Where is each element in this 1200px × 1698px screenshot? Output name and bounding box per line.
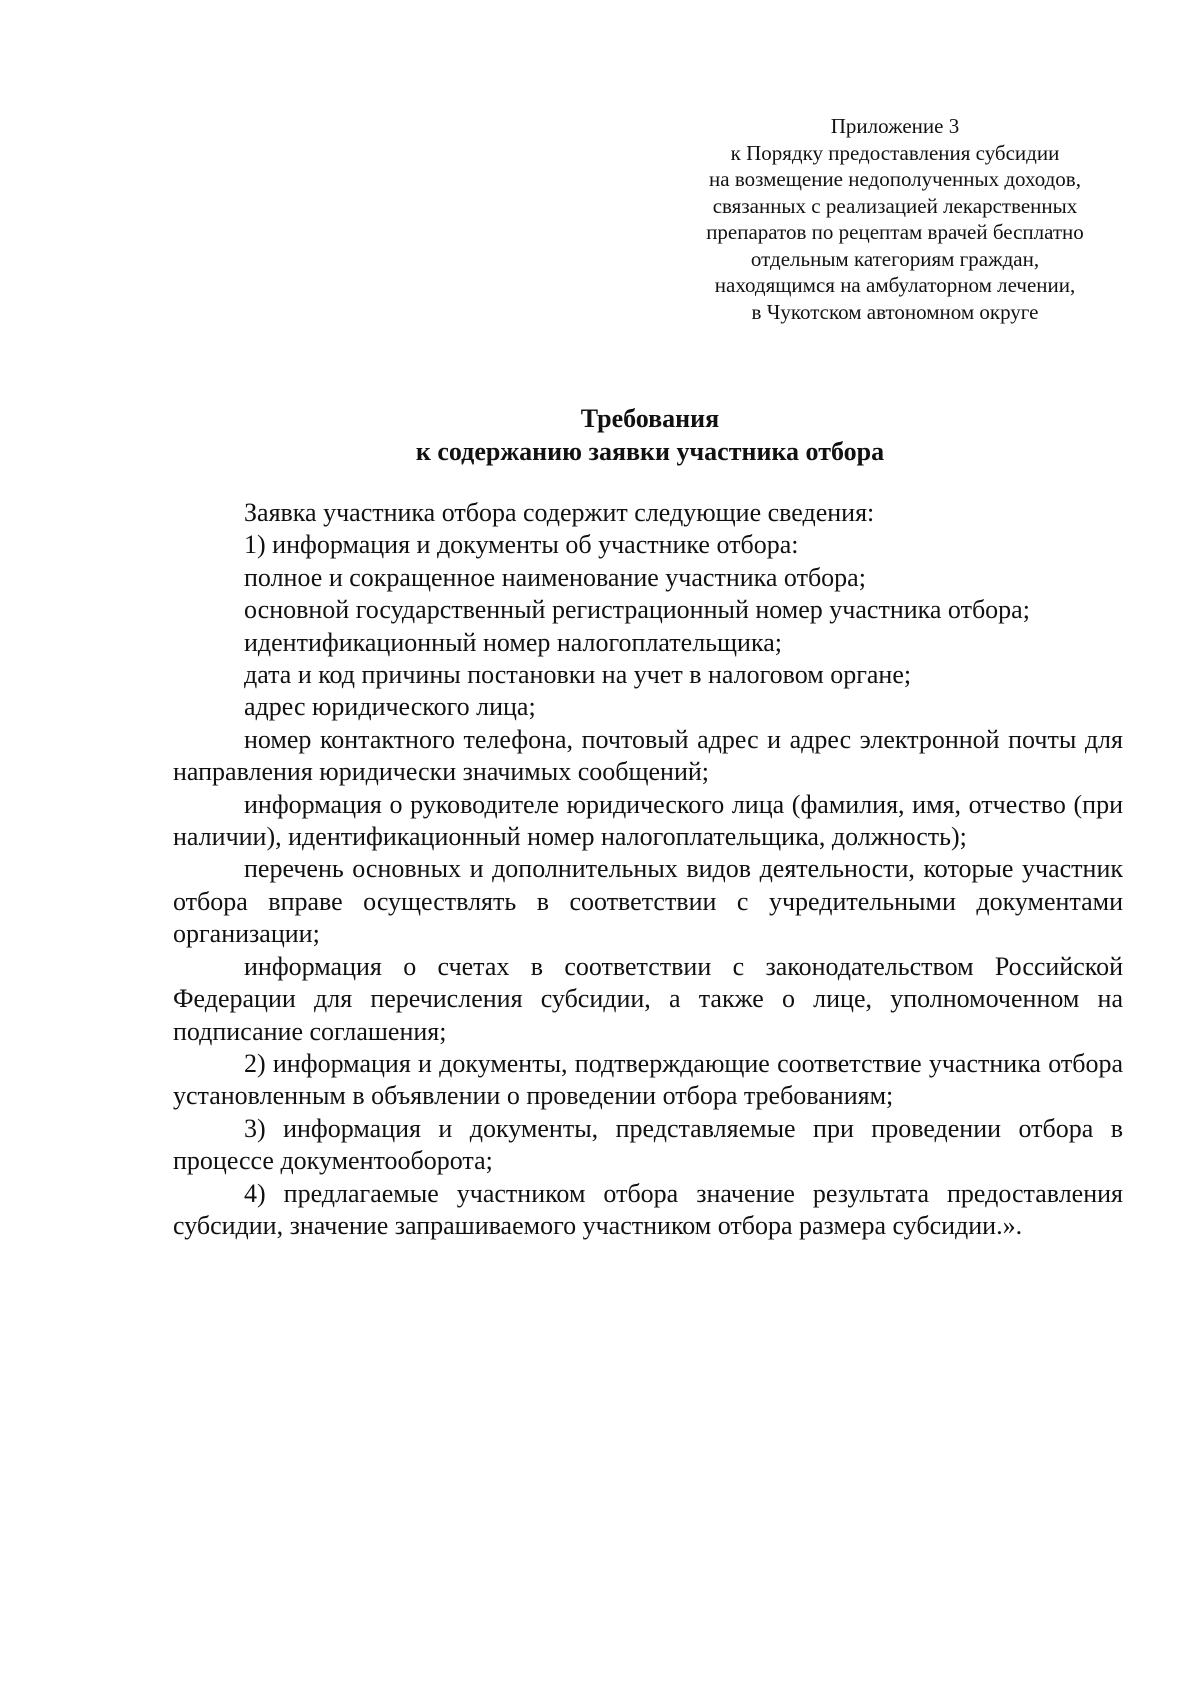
body-paragraph: адрес юридического лица; [244,692,536,722]
title-line-2: к содержанию заявки участника отбора [415,437,885,466]
document-title [170,402,1130,468]
annex-line: препаратов по рецептам врачей бесплатно [706,220,1084,244]
body-paragraph: 2) информация и документы, подтверждающие соответствие участника отбора установленным в объявлении о проведении отбора требованиям; [173,1048,1123,1111]
annex-line: в Чукотском автономном округе [751,299,1039,324]
body-paragraph: Заявка участника отбора содержит следующие сведения: [244,498,875,527]
title-line-1: Требования [580,404,720,433]
body-paragraph: информация о счетах в соответствии с законодательством Российской Федерации для перечисления субсидии, а также о лице, уполномоченном на подписание соглашения; [173,951,1123,1046]
body-paragraph: 1) информация и документы об участнике отбора: [244,530,799,560]
body-paragraph: 3) информация и документы, представляемые при проведении отбора в процессе документооборота; [173,1113,1123,1176]
body-paragraph: номер контактного телефона, почтовый адрес и адрес электронной почты для направления юридически значимых сообщений; [173,724,1123,787]
annex-line: на возмещение недополученных доходов, [709,167,1081,191]
body-paragraph: информация о руководителе юридического лица (фамилия, имя, отчество (при наличии), идентификационный номер налогоплательщика, должность); [173,789,1123,852]
annex-header [660,113,1130,325]
body-paragraph: полное и сокращенное наименование участника отбора; [244,562,866,592]
annex-line: Приложение 3 [830,114,960,138]
body-paragraph: 4) предлагаемые участником отбора значение результата предоставления субсидии, значение запрашиваемого участником отбора размера субсидии.». [173,1178,1123,1240]
body-paragraph: дата и код причины постановки на учет в налоговом органе; [244,660,912,690]
body-paragraph: перечень основных и дополнительных видов деятельности, которые участник отбора вправе осуществлять в соответствии с учредительными документами организации; [173,854,1123,949]
body-paragraph: идентификационный номер налогоплательщика; [244,627,782,657]
annex-line: к Порядку предоставления субсидии [730,140,1060,165]
document-body [173,497,1123,1242]
annex-line: связанных с реализацией лекарственных [712,193,1078,218]
annex-line: находящимся на амбулаторном лечении, [714,273,1076,297]
body-paragraph: основной государственный регистрационный номер участника отбора; [244,595,1030,625]
annex-line: отдельным категориям граждан, [750,246,1040,271]
